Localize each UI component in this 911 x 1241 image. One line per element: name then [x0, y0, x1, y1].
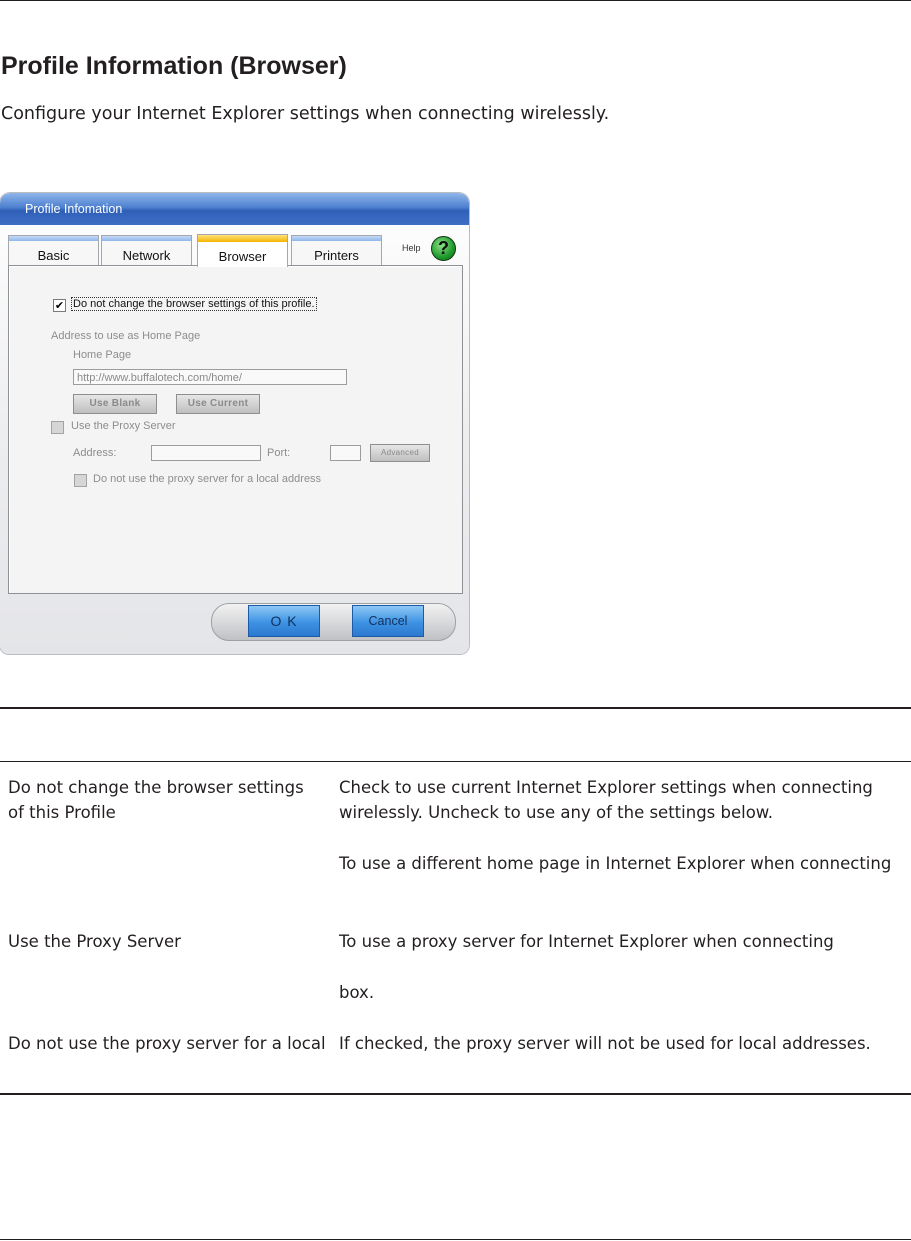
page-bottom-rule: [0, 1239, 911, 1240]
address-label: Address:: [73, 447, 117, 459]
proxy-port-input[interactable]: [330, 445, 361, 461]
use-current-button[interactable]: Use Current: [176, 394, 260, 414]
tab-label: Browser: [218, 249, 267, 264]
tab-network[interactable]: [101, 235, 192, 266]
table-bottom-rule: [0, 1093, 911, 1095]
proxy-address-input[interactable]: [151, 445, 261, 461]
local-bypass-checkbox[interactable]: [74, 474, 87, 487]
table-row-2-description: [339, 929, 904, 1005]
description-paragraph: If checked, the proxy server will not be used for local addresses.: [339, 1034, 871, 1053]
table-row-2-term: Use the Proxy Server: [8, 932, 181, 951]
page-subtitle: Configure your Internet Explorer settings when connecting wirelessly.: [1, 104, 610, 124]
description-paragraph: Check to use current Internet Explorer settings when connecting wirelessly. Uncheck to use any of the settings below.: [339, 778, 873, 822]
description-paragraph: To use a proxy server for Internet Explorer when connecting: [339, 932, 834, 951]
help-question-icon[interactable]: ?: [431, 236, 456, 261]
table-row-1-term: Do not change the browser settings of this Profile: [8, 778, 304, 822]
dialog-title: Profile Infomation: [25, 202, 123, 216]
home-page-group-label: Address to use as Home Page: [51, 330, 201, 342]
ok-button[interactable]: O K: [248, 605, 320, 637]
home-page-input[interactable]: http://www.buffalotech.com/home/: [73, 369, 347, 385]
tab-label: Network: [122, 248, 171, 263]
tab-basic[interactable]: [8, 235, 99, 266]
tab-browser[interactable]: [197, 234, 288, 267]
use-proxy-checkbox[interactable]: [51, 421, 64, 434]
description-paragraph: To use a different home page in Internet Explorer when connecting: [339, 854, 892, 873]
use-proxy-label: Use the Proxy Server: [71, 420, 176, 432]
local-bypass-label: Do not use the proxy server for a local address: [93, 473, 322, 485]
no-change-label: Do not change the browser settings of this profile.: [73, 298, 315, 310]
no-change-checkbox[interactable]: ✔: [54, 299, 65, 312]
page-title: Profile Information (Browser): [1, 52, 347, 80]
tab-label: Basic: [37, 248, 70, 263]
cancel-button[interactable]: Cancel: [352, 605, 424, 637]
table-row-3-term: Do not use the proxy server for a local: [8, 1034, 326, 1053]
help-label: Help: [402, 243, 421, 253]
port-label: Port:: [267, 447, 291, 459]
section-rule: [0, 707, 911, 709]
description-paragraph: box.: [339, 983, 375, 1002]
browser-settings-panel: [8, 265, 463, 594]
use-blank-button[interactable]: Use Blank: [73, 394, 157, 414]
tab-label: Printers: [314, 248, 359, 263]
profile-information-dialog: [0, 193, 469, 654]
advanced-button[interactable]: Advanced: [370, 444, 430, 462]
top-rule: [0, 0, 911, 1]
table-row-3-description: [339, 1031, 904, 1056]
home-page-label: Home Page: [73, 349, 132, 361]
table-header-rule: [0, 761, 911, 762]
tab-printers[interactable]: [291, 235, 382, 266]
dialog-titlebar: [0, 193, 469, 225]
table-row-1-description: [339, 775, 904, 876]
